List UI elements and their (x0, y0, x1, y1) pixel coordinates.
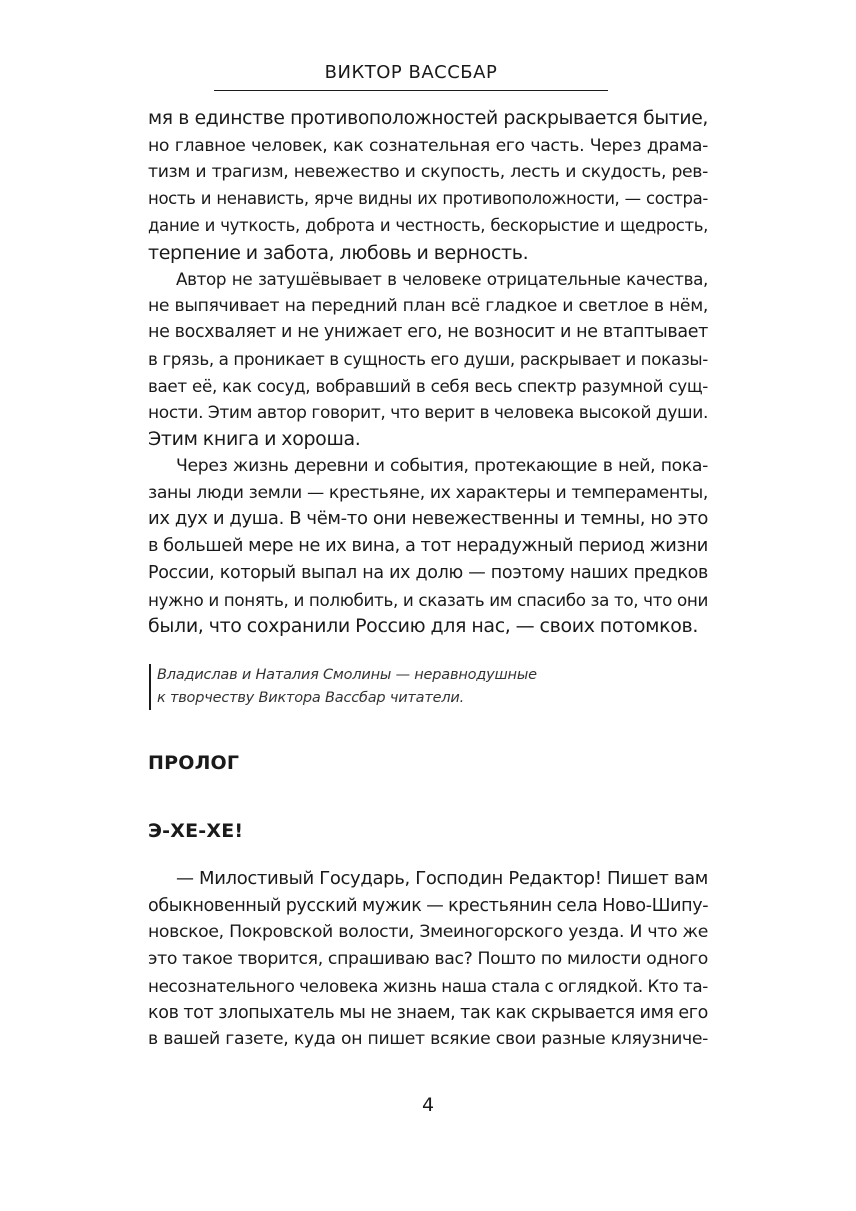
text-line: это такое творится, спрашиваю вас? Пошто по милости одного (148, 949, 708, 970)
text-line: — Милостивый Государь, Господин Редактор! Пишет вам (176, 868, 708, 889)
text-line: ков тот злопыхатель мы не знаем, так как скрывается имя его (148, 1002, 708, 1023)
paragraph (148, 453, 708, 640)
paragraph (148, 266, 708, 453)
epigraph-line: к творчеству Виктора Вассбар читатели. (157, 690, 465, 706)
text-line: но главное человек, как сознательная его часть. Через драма- (148, 135, 708, 156)
text-line: терпение и забота, любовь и верность. (148, 241, 529, 264)
text-line: ность и ненависть, ярче видны их противоположности, — состра- (148, 189, 708, 209)
text-line: Через жизнь деревни и события, протекающие в ней, пока- (176, 456, 708, 476)
running-head: ВИКТОР ВАССБАР (324, 62, 498, 83)
text-line: новское, Покровской волости, Змеиногорского уезда. И что же (148, 922, 708, 943)
page-number: 4 (421, 1094, 435, 1116)
header-rule (214, 90, 608, 91)
text-line: их дух и душа. В чём-то они невежественны и темны, но это (148, 508, 708, 530)
paragraph (148, 106, 708, 266)
text-line: дание и чуткость, доброта и честность, бескорыстие и щедрость, (148, 215, 708, 235)
epigraph (149, 664, 537, 710)
text-line: обыкновенный русский мужик — крестьянин села Ново-Шипу- (148, 895, 709, 916)
text-line: Автор не затушёвывает в человеке отрицательные качества, (176, 269, 708, 289)
text-line: не выпячивает на передний план всё гладкое и светлое в нём, (148, 295, 708, 316)
text-line: в большей мере не их вина, а тот нерадужный период жизни (148, 536, 708, 557)
text-line: в вашей газете, куда он пишет всякие свои разные кляузниче- (148, 1029, 708, 1050)
chapter-heading: Э-ХЕ-ХЕ! (148, 820, 244, 842)
prologue-heading: ПРОЛОГ (148, 752, 240, 774)
text-line: ности. Этим автор говорит, что верит в человека высокой души. (148, 402, 708, 423)
text-line: были, что сохранили Россию для нас, — своих потомков. (148, 615, 699, 638)
text-line: тизм и трагизм, невежество и скупость, лесть и скудость, рев- (148, 162, 708, 183)
text-line: России, который выпал на их долю — поэтому наших предков (148, 562, 708, 583)
text-line: Этим книга и хороша. (148, 428, 361, 451)
text-line: не восхваляет и не унижает его, не возносит и не втаптывает (148, 322, 708, 343)
text-line: нужно и понять, и полюбить, и сказать им спасибо за то, что они (148, 589, 708, 610)
epigraph-line: Владислав и Наталия Смолины — неравнодушные (157, 667, 537, 683)
text-line: мя в единстве противоположностей раскрывается бытие, (148, 108, 708, 129)
paragraph (148, 866, 708, 1053)
text-line: несознательного человека жизнь наша стала с оглядкой. Кто та- (148, 975, 708, 996)
text-line: вает её, как сосуд, вобравший в себя весь спектр разумной сущ- (148, 375, 708, 396)
text-line: в грязь, а проникает в сущность его души, раскрывает и показы- (148, 349, 708, 370)
text-line: заны люди земли — крестьяне, их характеры и темпераменты, (148, 482, 708, 503)
